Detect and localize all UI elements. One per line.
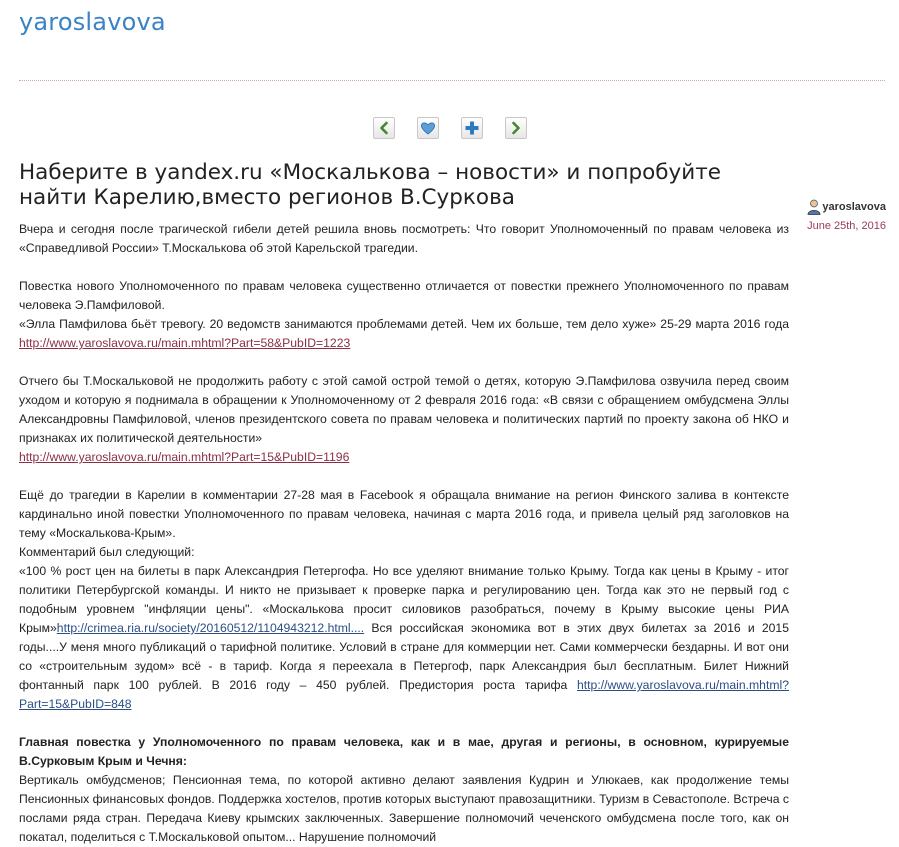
post-navigation	[373, 117, 527, 139]
heart-icon	[420, 120, 436, 136]
paragraph: Повестка нового Уполномоченного по правам человека существенно отличается от повестки прежнего Уполномоченного по правам человека Э.Памфиловой.	[19, 279, 789, 312]
chevron-left-icon	[377, 121, 391, 135]
blog-title[interactable]: yaroslavova	[19, 8, 166, 36]
article-link[interactable]: http://www.yaroslavova.ru/main.mhtml?Part=15&PubID=848	[19, 678, 789, 711]
paragraph-text: Отчего бы Т.Москальковой не продолжить работу с этой самой острой темой о детях, которую Э.Памфилова озвучила перед своим уходом и которую я поднимала в обращении к Уполномоченному от 2 февраля 2016 года: «В связи с обращением омбудсмена Эллы Александровны Памфиловой, членов президентского совета по правам человека и политических партий по проекту закона об НКО и признаках их политической деятельности»	[19, 374, 789, 445]
next-post-button[interactable]	[505, 117, 527, 139]
article-link[interactable]: http://www.yaroslavova.ru/main.mhtml?Part=15&PubID=1196	[19, 450, 350, 464]
prev-post-button[interactable]	[373, 117, 395, 139]
post-date: June 25th, 2016	[807, 220, 886, 232]
bold-heading: Главная повестка у Уполномоченного по правам человека, как и в мае, другая и регионы, в основном, курируемые В.Сурковым Крым и Чечня:	[19, 735, 789, 768]
paragraph: Комментарий был следующий:	[19, 545, 195, 559]
paragraph: Ещё до трагедии в Карелии в комментарии 27-28 мая в Facebook я обращала внимание на регион Финского залива в контексте кардинально иной повестки Уполномоченного по правам человека, начиная с марта 2016 года, и привела целый ряд заголовков на тему «Москалькова-Крым».	[19, 488, 789, 540]
article-link[interactable]: http://www.yaroslavova.ru/main.mhtml?Part=58&PubID=1223	[19, 336, 351, 350]
quote-text: «100 % рост цен на билеты в парк Александрия Петергофа. Но все уделяют внимание только Крыму. Тогда как цены в Крыму - итог политики Петербургской команды. И никто не призывает к проверке парка и регулированию цен. Тогда как это не первый год с подобным уровнем "инфляции цены". «Москалькова просит силовиков разобраться, почему в Крыму высокие цены РИА Крым»	[19, 564, 789, 635]
post-title: Наберите в yandex.ru «Москалькова – новости» и попробуйте найти Карелию,вместо регионов В.Суркова	[19, 160, 722, 210]
plus-icon	[464, 120, 480, 136]
paragraph-text: Вся российская экономика вот в этих двух билетах за 2016 и 2015 годы....У меня много публикаций о тарифной политике. Условий в стране для коммерции нет. Сами коммерчески бездарны. И вот они со «строительным зудом» всё - в тариф. Когда я переехала в Петергоф, парк Александрия был бесплатным. Билет Нижний фонтанный парк 100 рублей. В 2016 году – 450 рублей. Предистория роста тарифа	[19, 621, 789, 692]
paragraph	[19, 562, 789, 714]
paragraph: Вертикаль омбудсменов; Пенсионная тема, по которой активно делают заявления Кудрин и Улюкаев, как продолжение темы Пенсионных финансовых фондов. Поддержка хостелов, против которых выступают правозащитники. Туризм в Севастополе. Встреча с послами ряда стран. Передача Киеву крымских заключенных. Завершение полномочий чеченского омбудсмена после того, как он покатал, поделиться с Т.Москальковой опытом... Нарушение полномочий	[19, 773, 789, 844]
author-link[interactable]: yaroslavova	[822, 201, 886, 213]
paragraph	[19, 372, 789, 467]
paragraph	[19, 315, 789, 353]
ria-link[interactable]: http://crimea.ria.ru/society/20160512/1104943212.html....	[56, 621, 365, 635]
quote-text: «Элла Памфилова бьёт тревогу. 20 ведомств занимаются проблемами детей. Чем их больше, тем дело хуже» 25-29 марта 2016 года	[19, 317, 789, 331]
user-icon	[807, 199, 821, 215]
header-divider	[19, 80, 885, 81]
favorite-button[interactable]	[417, 117, 439, 139]
chevron-right-icon	[509, 121, 523, 135]
post-body	[19, 220, 789, 847]
paragraph: Вчера и сегодня после трагической гибели детей решила вновь посмотреть: Что говорит Уполномоченный по правам человека из «Справедливой России» Т.Москалькова об этой Карельской трагедии.	[19, 222, 789, 255]
add-button[interactable]	[461, 117, 483, 139]
post-meta	[800, 199, 886, 232]
